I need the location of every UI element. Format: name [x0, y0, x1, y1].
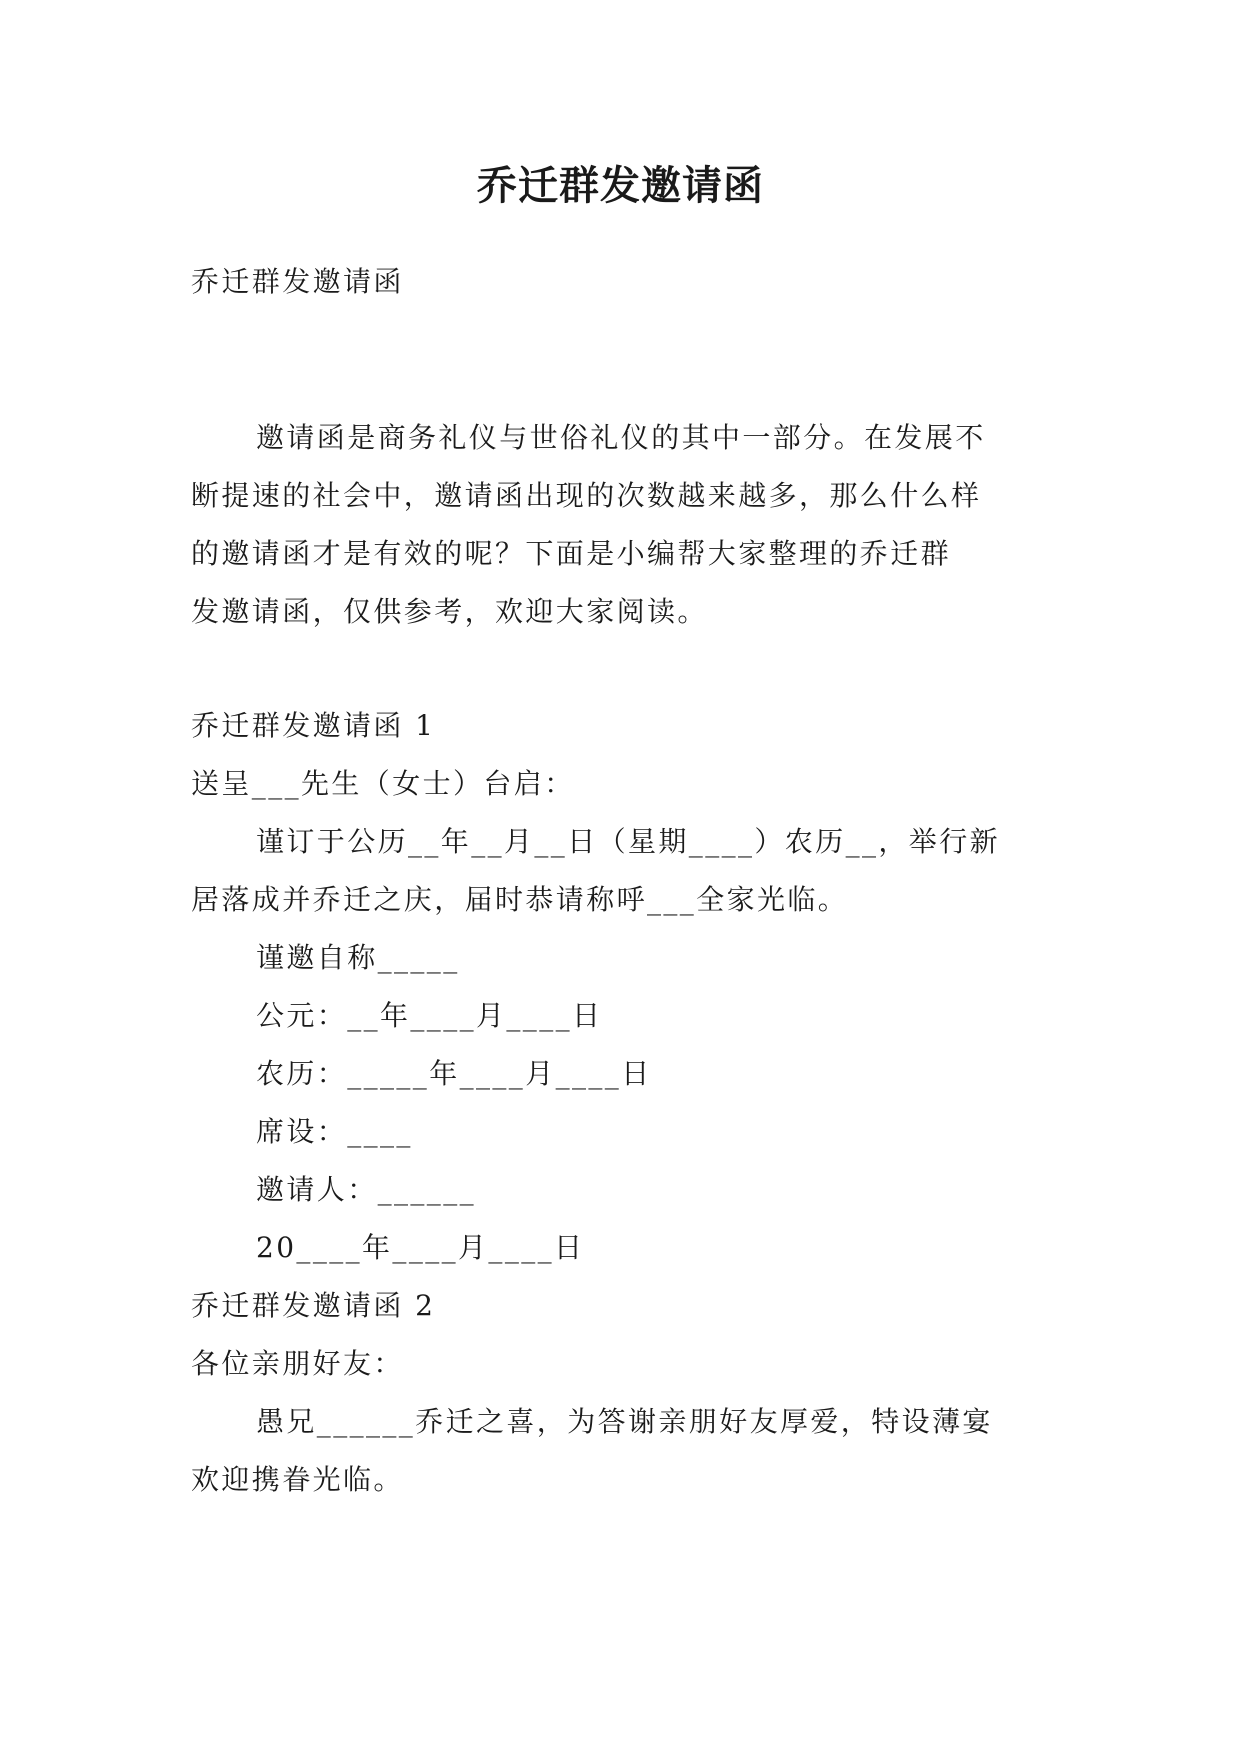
letter1-body-line-1: 谨订于公历__年__月__日（星期____）农历__，举行新 [256, 825, 1001, 858]
intro-line-4: 发邀请函，仅供参考，欢迎大家阅读。 [191, 595, 708, 628]
letter1-salutation: 送呈___先生（女士）台启： [191, 767, 575, 800]
document-subtitle: 乔迁群发邀请函 [191, 265, 404, 298]
letter1-line-venue: 席设：____ [256, 1115, 413, 1148]
letter2-body-line-2: 欢迎携眷光临。 [191, 1463, 404, 1496]
letter1-body-line-2: 居落成并乔迁之庆，届时恭请称呼___全家光临。 [191, 883, 849, 916]
letter1-line-gregorian-date: 公元：__年____月____日 [256, 999, 603, 1032]
letter1-line-date: 20____年____月____日 [256, 1231, 585, 1264]
document-title: 乔迁群发邀请函 [477, 162, 764, 209]
letter2-body-line-1: 愚兄______乔迁之喜，为答谢亲朋好友厚爱，特设薄宴 [256, 1405, 993, 1438]
intro-line-3: 的邀请函才是有效的呢？下面是小编帮大家整理的乔迁群 [191, 537, 952, 570]
letter1-line-inviter: 邀请人：______ [256, 1173, 477, 1206]
letter2-salutation: 各位亲朋好友： [191, 1347, 404, 1380]
intro-line-1: 邀请函是商务礼仪与世俗礼仪的其中一部分。在发展不 [256, 421, 986, 454]
letter1-line-sign: 谨邀自称_____ [256, 941, 460, 974]
letter1-line-lunar-date: 农历：_____年____月____日 [256, 1057, 652, 1090]
letter2-heading: 乔迁群发邀请函 2 [191, 1289, 436, 1322]
intro-line-2: 断提速的社会中，邀请函出现的次数越来越多，那么什么样 [191, 479, 982, 512]
letter1-heading: 乔迁群发邀请函 1 [191, 709, 436, 742]
